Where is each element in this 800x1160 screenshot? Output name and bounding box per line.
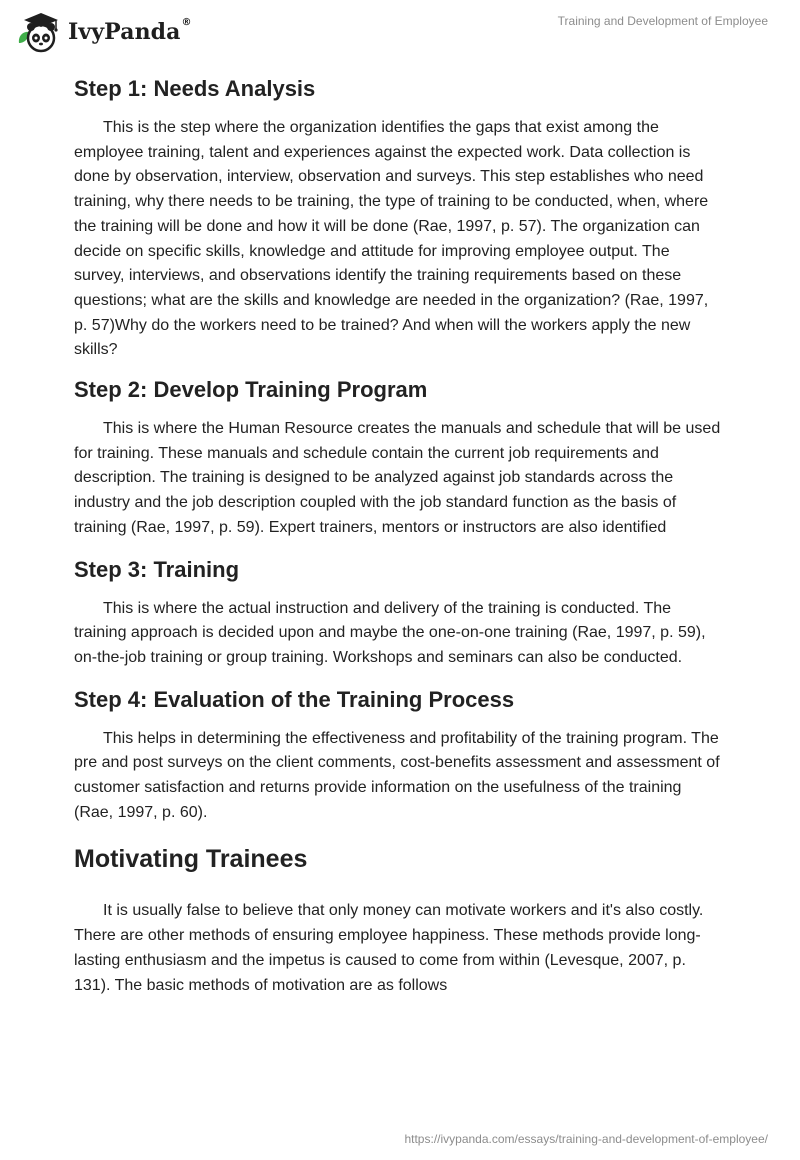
source-url[interactable]: https://ivypanda.com/essays/training-and-development-of-employee/ [404, 1132, 768, 1146]
ivypanda-logo[interactable] [16, 8, 192, 56]
step-3-paragraph: This is where the actual instruction and delivery of the training is conducted. The training approach is decided upon and maybe the one-on-one training (Rae, 1997, p. 59), on-the-job training or group training. Workshops and seminars can also be conducted. [74, 599, 706, 666]
panda-graduation-cap-icon [16, 9, 62, 55]
step-4-paragraph: This helps in determining the effectiveness and profitability of the training program. The pre and post surveys on the client comments, cost-benefits assessment and assessment of customer satisfaction and returns provide information on the usefulness of the training (Rae, 1997, p. 60). [74, 729, 720, 821]
step-1-heading: Step 1: Needs Analysis [74, 76, 316, 101]
registered-mark: ® [181, 16, 192, 28]
page-header [0, 0, 800, 60]
motivating-trainees-paragraph: It is usually false to believe that only money can motivate workers and it's also costly. There are other methods of ensuring employee happiness. These methods provide long-lasting enthusiasm and the impetus is caused to come from within (Levesque, 2007, p. 131). The basic methods of motivation are as follows [74, 902, 704, 994]
brand-name: IvyPanda® [68, 16, 192, 45]
motivating-trainees-heading: Motivating Trainees [74, 845, 308, 874]
step-3-heading: Step 3: Training [74, 556, 240, 582]
document-title: Training and Development of Employee [557, 14, 768, 28]
step-1-paragraph: This is the step where the organization identifies the gaps that exist among the employee training, talent and experiences against the expected work. Data collection is done by observation, interview, observation and surveys. This step establishes who need training, why there needs to be training, the type of training to be conducted, when, where the training will be done and how it will be done (Rae, 1997, p. 57). The organization can decide on specific skills, knowledge and attitude for improving employee output. The survey, interviews, and observations identify the training requirements based on these questions; what are the skills and knowledge are needed in the organization? (Rae, 1997, p. 57)Why do the workers need to be trained? And when will the workers apply the new skills? [74, 119, 709, 359]
step-4-heading: Step 4: Evaluation of the Training Process [74, 686, 515, 712]
step-2-heading: Step 2: Develop Training Program [74, 377, 428, 403]
essay-body [74, 70, 724, 998]
step-2-paragraph: This is where the Human Resource creates the manuals and schedule that will be used for training. These manuals and schedule contain the current job requirements and description. The training is designed to be analyzed against job standards across the industry and the job description coupled with the job standard function as the basis of training (Rae, 1997, p. 59). Expert trainers, mentors or instructors are also identified [74, 420, 721, 536]
